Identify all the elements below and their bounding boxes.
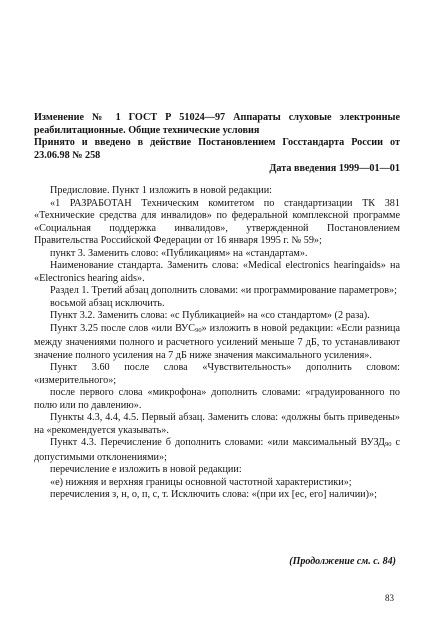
text-run: » изложить в новой редакции: «Если разница между значениями полного и расчетного усилений меньше 7 дБ, то устанавливают значение полного усиления на 7 дБ ниже значения максимального усиления». — [34, 322, 401, 361]
paragraph: Пункты 4.3, 4.4, 4.5. Первый абзац. Заменить слова: «должны быть приведены» на «рекомендуется указывать». — [34, 412, 400, 436]
paragraph — [34, 323, 400, 363]
subscript: 90 — [195, 326, 202, 334]
paragraph: Пункт 3.60 после слова «Чувствительность» дополнить словом: «измерительного»; — [34, 362, 400, 386]
paragraph: после первого слова «микрофона» дополнить словами: «градуированного по полю или по давлению». — [34, 387, 400, 411]
paragraph: Наименование стандарта. Заменить слова: «Medical electronics hearingaids» на «Electronics hearing aids». — [34, 260, 400, 284]
paragraph: «1 РАЗРАБОТАН Техническим комитетом по стандартизации ТК 381 «Технические средства для инвалидов» по федеральной комплексной программе «Социальная поддержка инвалидов», утвержденной Постановлением Правительства Российской Федерации от 16 января 1995 г. № 59»; — [34, 197, 400, 246]
effective-date: Дата введения 1999—01—01 — [269, 163, 400, 174]
text-run: Пункт 4.3. Перечисление б дополнить словами: «или максимальный ВУЗД — [50, 437, 385, 448]
paragraph: перечисления з, н, о, п, с, т. Исключить слова: «(при их [ес, его] наличии)»; — [50, 489, 377, 500]
paragraph — [34, 437, 400, 464]
paragraph: пункт 3. Заменить слово: «Публикациям» на «стандартам». — [50, 247, 308, 259]
adoption-note: Принято и введено в действие Постановлением Госстандарта России от 23.06.98 № 258 — [34, 137, 400, 161]
paragraph: восьмой абзац исключить. — [50, 297, 165, 309]
page-number: 83 — [385, 593, 394, 603]
text-run: Пункт 3.25 после слов «или ВУС — [50, 322, 196, 334]
text-run: с допустимыми отклонениями»; — [34, 437, 400, 463]
paragraph: «е) нижняя и верхняя границы основной частотной характеристики»; — [50, 476, 352, 488]
paragraph: Предисловие. Пункт 1 изложить в новой редакции: — [50, 185, 273, 196]
amendment-title: Изменение № 1 ГОСТ Р 51024—97 Аппараты слуховые электронные реабилитационные. Общие технические условия — [34, 112, 400, 136]
continuation-note: (Продолжение см. с. 84) — [289, 556, 396, 567]
paragraph: перечисление е изложить в новой редакции: — [50, 464, 242, 475]
paragraph: Пункт 3.2. Заменить слова: «с Публикацией» на «со стандартом» (2 раза). — [50, 310, 370, 321]
amendment-body — [34, 185, 400, 502]
paragraph: Раздел 1. Третий абзац дополнить словами: «и программирование параметров»; — [50, 285, 397, 296]
subscript: 90 — [384, 441, 392, 448]
